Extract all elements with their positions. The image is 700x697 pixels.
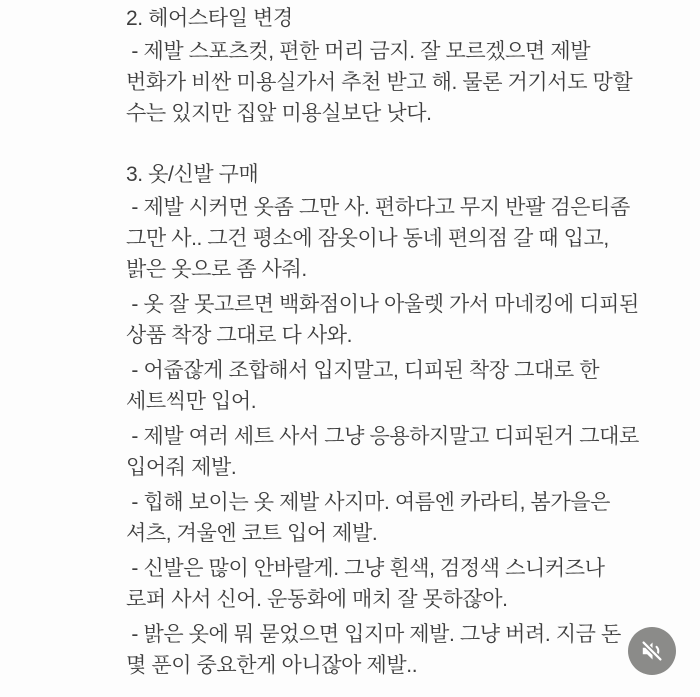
text-line: - 힙해 보이는 옷 제발 사지마. 여름엔 카라티, 봄가을은 xyxy=(126,491,610,514)
text-line: - 제발 여러 세트 사서 그냥 응용하지말고 디피된거 그대로 xyxy=(126,425,639,448)
text-line: 2. 헤어스타일 변경 xyxy=(126,7,293,30)
speaker-muted-icon xyxy=(639,638,665,664)
text-line: 수는 있지만 집앞 미용실보단 낫다. xyxy=(126,102,432,125)
list-paragraph xyxy=(126,192,630,285)
text-line: - 옷 잘 못고르면 백화점이나 아울렛 가서 마네킹에 디피된 xyxy=(126,293,639,316)
list-paragraph xyxy=(126,289,639,351)
text-line: 상품 착장 그대로 다 사와. xyxy=(126,324,353,347)
text-line: 입어줘 제발. xyxy=(126,456,237,479)
list-paragraph xyxy=(126,421,639,483)
text-line: 몇 푼이 중요한게 아니잖아 제발.. xyxy=(126,654,418,677)
text-line: - 신발은 많이 안바랄게. 그냥 흰색, 검정색 스니커즈나 xyxy=(126,557,605,580)
text-line: 밝은 옷으로 좀 사줘. xyxy=(126,258,307,281)
section-heading xyxy=(126,159,596,190)
text-line: 번화가 비싼 미용실가서 추천 받고 해. 물론 거기서도 망할 xyxy=(126,71,633,94)
text-content xyxy=(126,3,639,685)
mute-button[interactable] xyxy=(628,627,676,675)
text-line: 세트씩만 입어. xyxy=(126,390,257,413)
text-line: 그만 사.. 그건 평소에 잠옷이나 동네 편의점 갈 때 입고, xyxy=(126,227,609,250)
text-line: - 어줍잖게 조합해서 입지말고, 디피된 착장 그대로 한 xyxy=(126,359,600,382)
list-paragraph xyxy=(126,553,605,615)
list-paragraph xyxy=(126,619,621,681)
text-line: - 밝은 옷에 뭐 묻었으면 입지마 제발. 그냥 버려. 지금 돈 xyxy=(126,623,621,646)
section-heading xyxy=(126,3,596,34)
list-paragraph xyxy=(126,355,600,417)
list-paragraph xyxy=(126,487,610,549)
text-line: - 제발 스포츠컷, 편한 머리 금지. 잘 모르겠으면 제발 xyxy=(126,40,591,63)
text-line: - 제발 시커먼 옷좀 그만 사. 편하다고 무지 반팔 검은티좀 xyxy=(126,196,630,219)
list-paragraph xyxy=(126,36,633,129)
text-line: 셔츠, 겨울엔 코트 입어 제발. xyxy=(126,522,378,545)
text-line: 3. 옷/신발 구매 xyxy=(126,163,259,186)
text-line: 로퍼 사서 신어. 운동화에 매치 잘 못하잖아. xyxy=(126,588,508,611)
